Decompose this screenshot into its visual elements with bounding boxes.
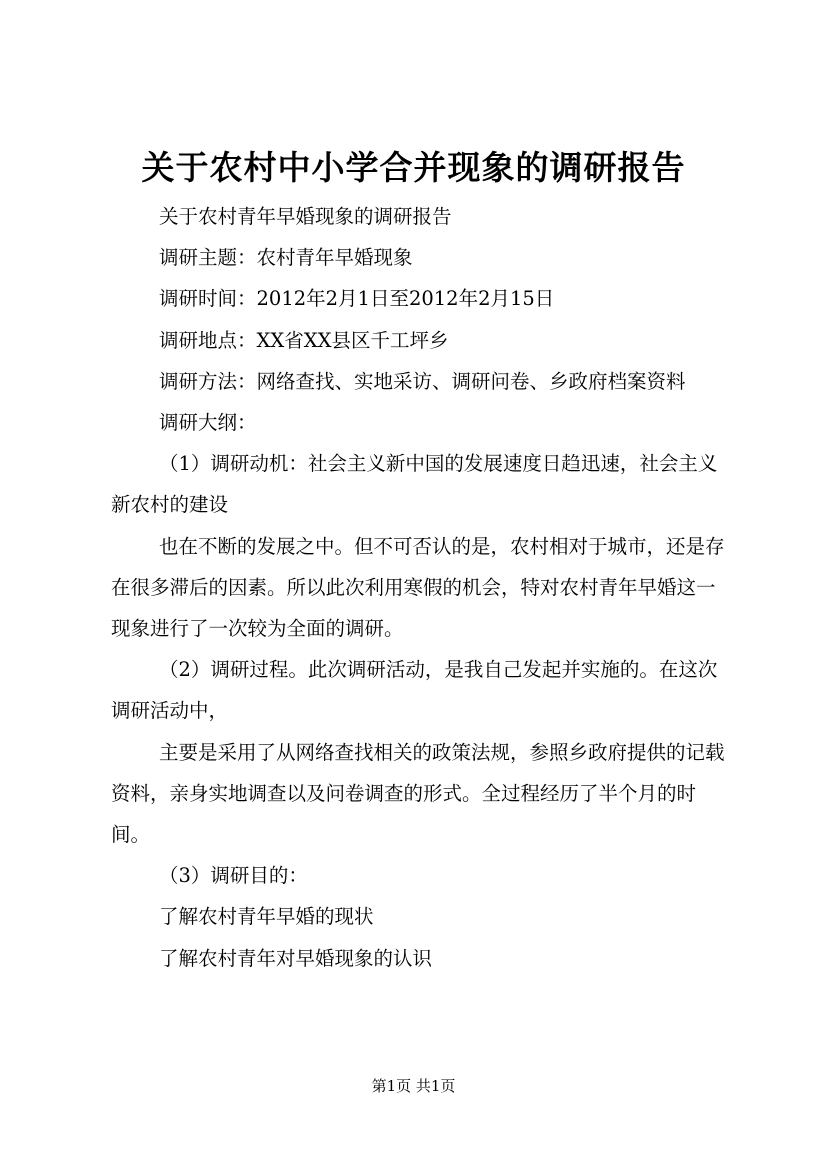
document-body [111, 196, 726, 979]
paragraph-outline: 调研大纲： [159, 411, 257, 435]
paragraph-purpose-item-2: 了解农村青年对早婚现象的认识 [159, 946, 433, 970]
page-footer: 第1页 共1页 [371, 1077, 456, 1095]
paragraph-process: （2）调研过程。此次调研活动，是我自己发起并实施的。在这次调研活动中， [111, 658, 718, 723]
paragraph-development: 也在不断的发展之中。但不可否认的是，农村相对于城市，还是存在很多滞后的因素。所以此次利用寒假的机会，特对农村青年早婚这一现象进行了一次较为全面的调研。 [111, 534, 725, 641]
paragraph-motivation: （1）调研动机：社会主义新中国的发展速度日趋迅速，社会主义新农村的建设 [111, 452, 718, 517]
paragraph-subtitle: 关于农村青年早婚现象的调研报告 [159, 205, 452, 228]
paragraph-time: 调研时间：2012年2月1日至2012年2月15日 [159, 287, 555, 311]
paragraph-purpose: （3）调研目的： [159, 864, 308, 888]
document-title: 关于农村中小学合并现象的调研报告 [141, 148, 686, 187]
paragraph-method: 调研方法：网络查找、实地采访、调研问卷、乡政府档案资料 [159, 369, 686, 393]
paragraph-process-detail: 主要是采用了从网络查找相关的政策法规，参照乡政府提供的记载资料，亲身实地调查以及问卷调查的形式。全过程经历了半个月的时间。 [111, 740, 725, 847]
paragraph-purpose-item-1: 了解农村青年早婚的现状 [159, 905, 374, 929]
paragraph-location: 调研地点：XX省XX县区千工坪乡 [159, 328, 449, 352]
paragraph-topic: 调研主题：农村青年早婚现象 [159, 246, 413, 270]
